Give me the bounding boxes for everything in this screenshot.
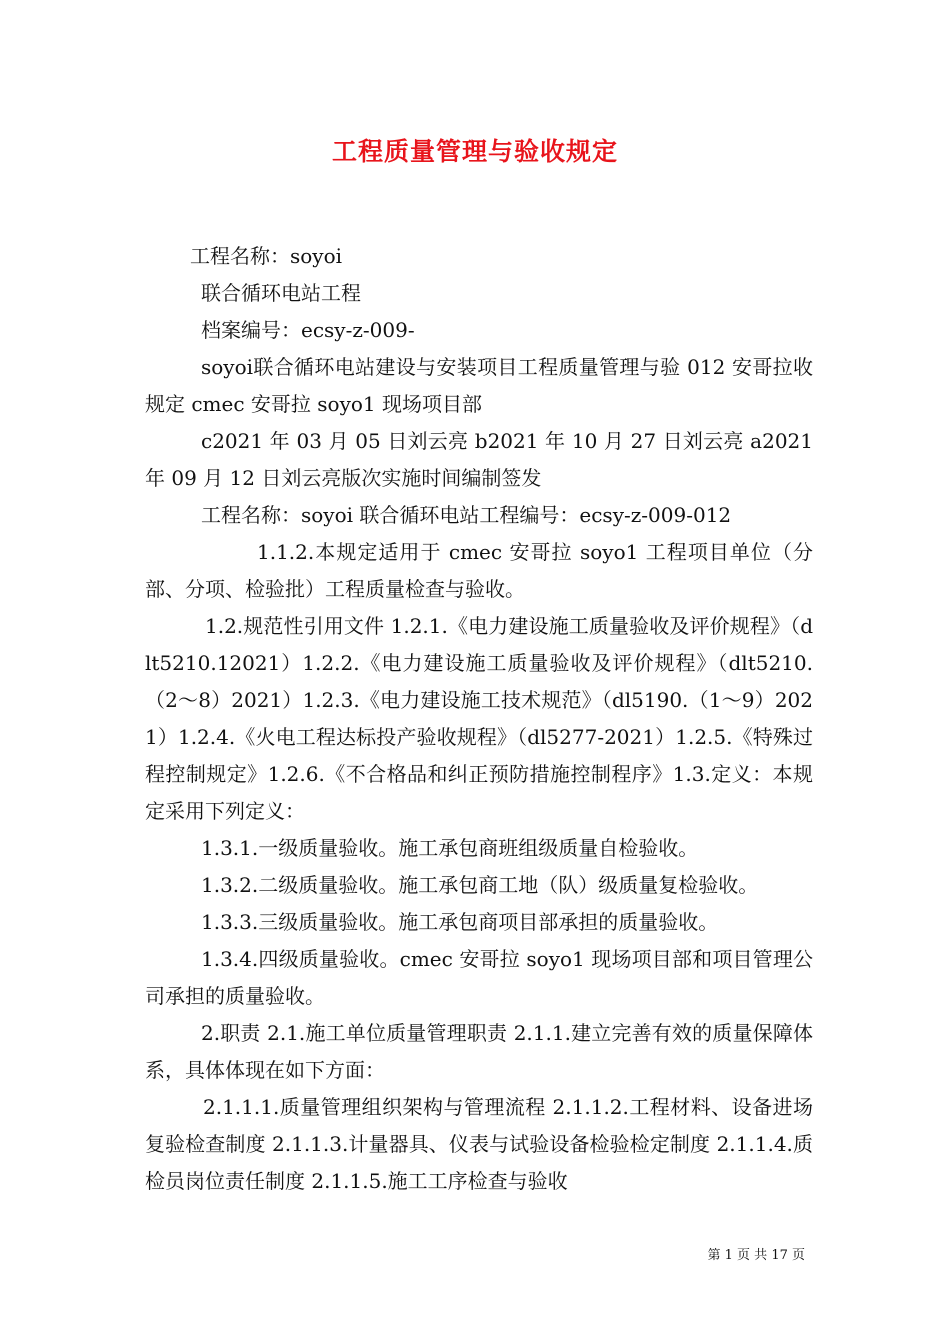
paragraph-responsibilities: 2.职责 2.1.施工单位质量管理职责 2.1.1.建立完善有效的质量保障体系，具体体现在如下方面： xyxy=(145,1021,813,1082)
document-title: 工程质量管理与验收规定 xyxy=(331,137,618,166)
paragraph-project-code: 工程名称：soyoi 联合循环电站工程编号：ecsy-z-009-012 xyxy=(201,503,732,527)
paragraph-document-heading: soyoi联合循环电站建设与安装项目工程质量管理与验 012 安哥拉收规定 cmec 安哥拉 soyo1 现场项目部 xyxy=(145,355,813,416)
paragraph-level-2: 1.3.2.二级质量验收。施工承包商工地（队）级质量复检验收。 xyxy=(201,873,759,897)
paragraph-archive-number: 档案编号：ecsy-z-009- xyxy=(201,318,415,342)
page-number-footer: 第 1 页 共 17 页 xyxy=(707,1248,805,1263)
document-body xyxy=(145,238,813,1200)
paragraph-revision-record: c2021 年 03 月 05 日刘云亮 b2021 年 10 月 27 日刘云亮 a2021 年 09 月 12 日刘云亮版次实施时间编制签发 xyxy=(145,429,813,490)
paragraph-level-3: 1.3.3.三级质量验收。施工承包商项目部承担的质量验收。 xyxy=(201,910,719,934)
paragraph-level-1: 1.3.1.一级质量验收。施工承包商班组级质量自检验收。 xyxy=(201,836,699,860)
paragraph-scope: 1.1.2.本规定适用于 cmec 安哥拉 soyo1 工程项目单位（分部、分项、检验批）工程质量检查与验收。 xyxy=(145,540,813,601)
paragraph-project-name: 工程名称：soyoi xyxy=(190,244,343,268)
paragraph-level-4: 1.3.4.四级质量验收。cmec 安哥拉 soyo1 现场项目部和项目管理公司承担的质量验收。 xyxy=(145,947,813,1008)
paragraph-project-name-cont: 联合循环电站工程 xyxy=(201,281,361,305)
paragraph-references: 1.2.规范性引用文件 1.2.1.《电力建设施工质量验收及评价规程》（dlt5210.12021）1.2.2.《电力建设施工质量验收及评价规程》（dlt5210.（2～8）2021）1.2.3.《电力建设施工技术规范》（dl5190.（1～9）2021）1.2.4.《火电工程达标投产验收规程》（dl5277-2021）1.2.5.《特殊过程控制规定》1.2.6.《不合格品和纠正预防措施控制程序》1.3.定义：本规定采用下列定义： xyxy=(145,614,813,823)
paragraph-quality-system: 2.1.1.1.质量管理组织架构与管理流程 2.1.1.2.工程材料、设备进场复验检查制度 2.1.1.3.计量器具、仪表与试验设备检验检定制度 2.1.1.4.质检员岗位责任制度 2.1.1.5.施工工序检查与验收 xyxy=(145,1095,813,1193)
